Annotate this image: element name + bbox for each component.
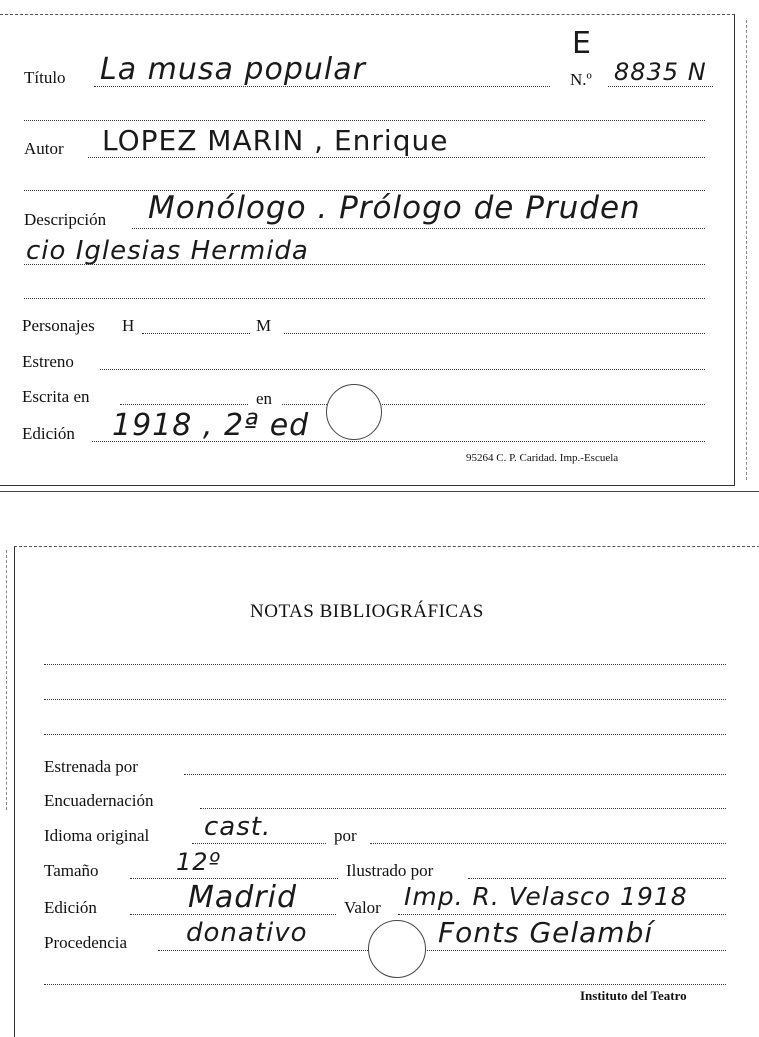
autor-label: Autor <box>24 139 64 158</box>
scan-edge <box>6 550 7 810</box>
blank-line <box>44 734 726 735</box>
edicion-value: 1918 , 2ª ed <box>112 408 310 443</box>
descripcion-value-2: cio Iglesias Hermida <box>26 236 309 266</box>
escrita-label: Escrita en <box>22 387 90 406</box>
encuadernacion-line <box>200 808 726 809</box>
notas-heading: NOTAS BIBLIOGRÁFICAS <box>250 601 484 622</box>
autor-value: LOPEZ MARIN , Enrique <box>102 124 449 157</box>
numero-value: 8835 N <box>614 58 707 86</box>
edicion-back-label: Edición <box>44 898 97 917</box>
numero-label: N.º <box>570 70 592 89</box>
h-line <box>142 333 250 334</box>
blank-line <box>44 699 726 700</box>
punch-hole <box>368 920 426 978</box>
blank-line <box>44 984 726 985</box>
descripcion-label: Descripción <box>24 210 107 229</box>
por-line <box>370 843 726 844</box>
ilustrado-label: Ilustrado por <box>346 861 434 880</box>
encuadernacion-label: Encuadernación <box>44 791 154 810</box>
por-label: por <box>334 826 357 845</box>
estreno-label: Estreno <box>22 352 74 371</box>
m-label: M <box>256 316 272 335</box>
procedencia-extra: Fonts Gelambí <box>438 916 654 949</box>
valor-label: Valor <box>344 898 381 917</box>
ilustrado-line <box>468 878 726 879</box>
edicion-label: Edición <box>22 424 75 443</box>
descripcion-line <box>132 228 705 229</box>
estrenada-label: Estrenada por <box>44 757 138 776</box>
printer-note: 95264 C. P. Caridad. Imp.-Escuela <box>466 452 619 464</box>
estrenada-line <box>184 774 726 775</box>
punch-hole <box>326 384 382 440</box>
autor-line <box>88 157 705 158</box>
tamano-line <box>130 878 338 879</box>
procedencia-line <box>158 950 726 951</box>
m-line <box>284 333 705 334</box>
estreno-line <box>100 369 705 370</box>
institute-footer: Instituto del Teatro <box>580 988 687 1003</box>
blank-line <box>24 120 705 121</box>
blank-line <box>24 298 705 299</box>
card-separator <box>0 491 759 492</box>
corner-mark: E <box>572 26 592 61</box>
idioma-line <box>192 843 326 844</box>
procedencia-label: Procedencia <box>44 933 128 952</box>
idioma-label: Idioma original <box>44 826 150 845</box>
titulo-value: La musa popular <box>100 52 366 87</box>
h-label: H <box>122 316 135 335</box>
valor-value: Imp. R. Velasco 1918 <box>404 882 688 911</box>
numero-line <box>608 86 713 87</box>
edicion-back-value: Madrid <box>188 880 298 915</box>
titulo-label: Título <box>24 68 66 87</box>
en-label: en <box>256 389 273 408</box>
personajes-label: Personajes <box>22 316 95 335</box>
tamano-value: 12º <box>176 848 221 876</box>
tamano-label: Tamaño <box>44 861 99 880</box>
procedencia-value: donativo <box>186 918 308 948</box>
scan-edge <box>746 20 747 480</box>
escrita-line <box>120 404 248 405</box>
descripcion-value-1: Monólogo . Prólogo de Pruden <box>148 190 641 226</box>
blank-line <box>44 664 726 665</box>
idioma-value: cast. <box>204 812 272 842</box>
valor-line <box>398 914 726 915</box>
